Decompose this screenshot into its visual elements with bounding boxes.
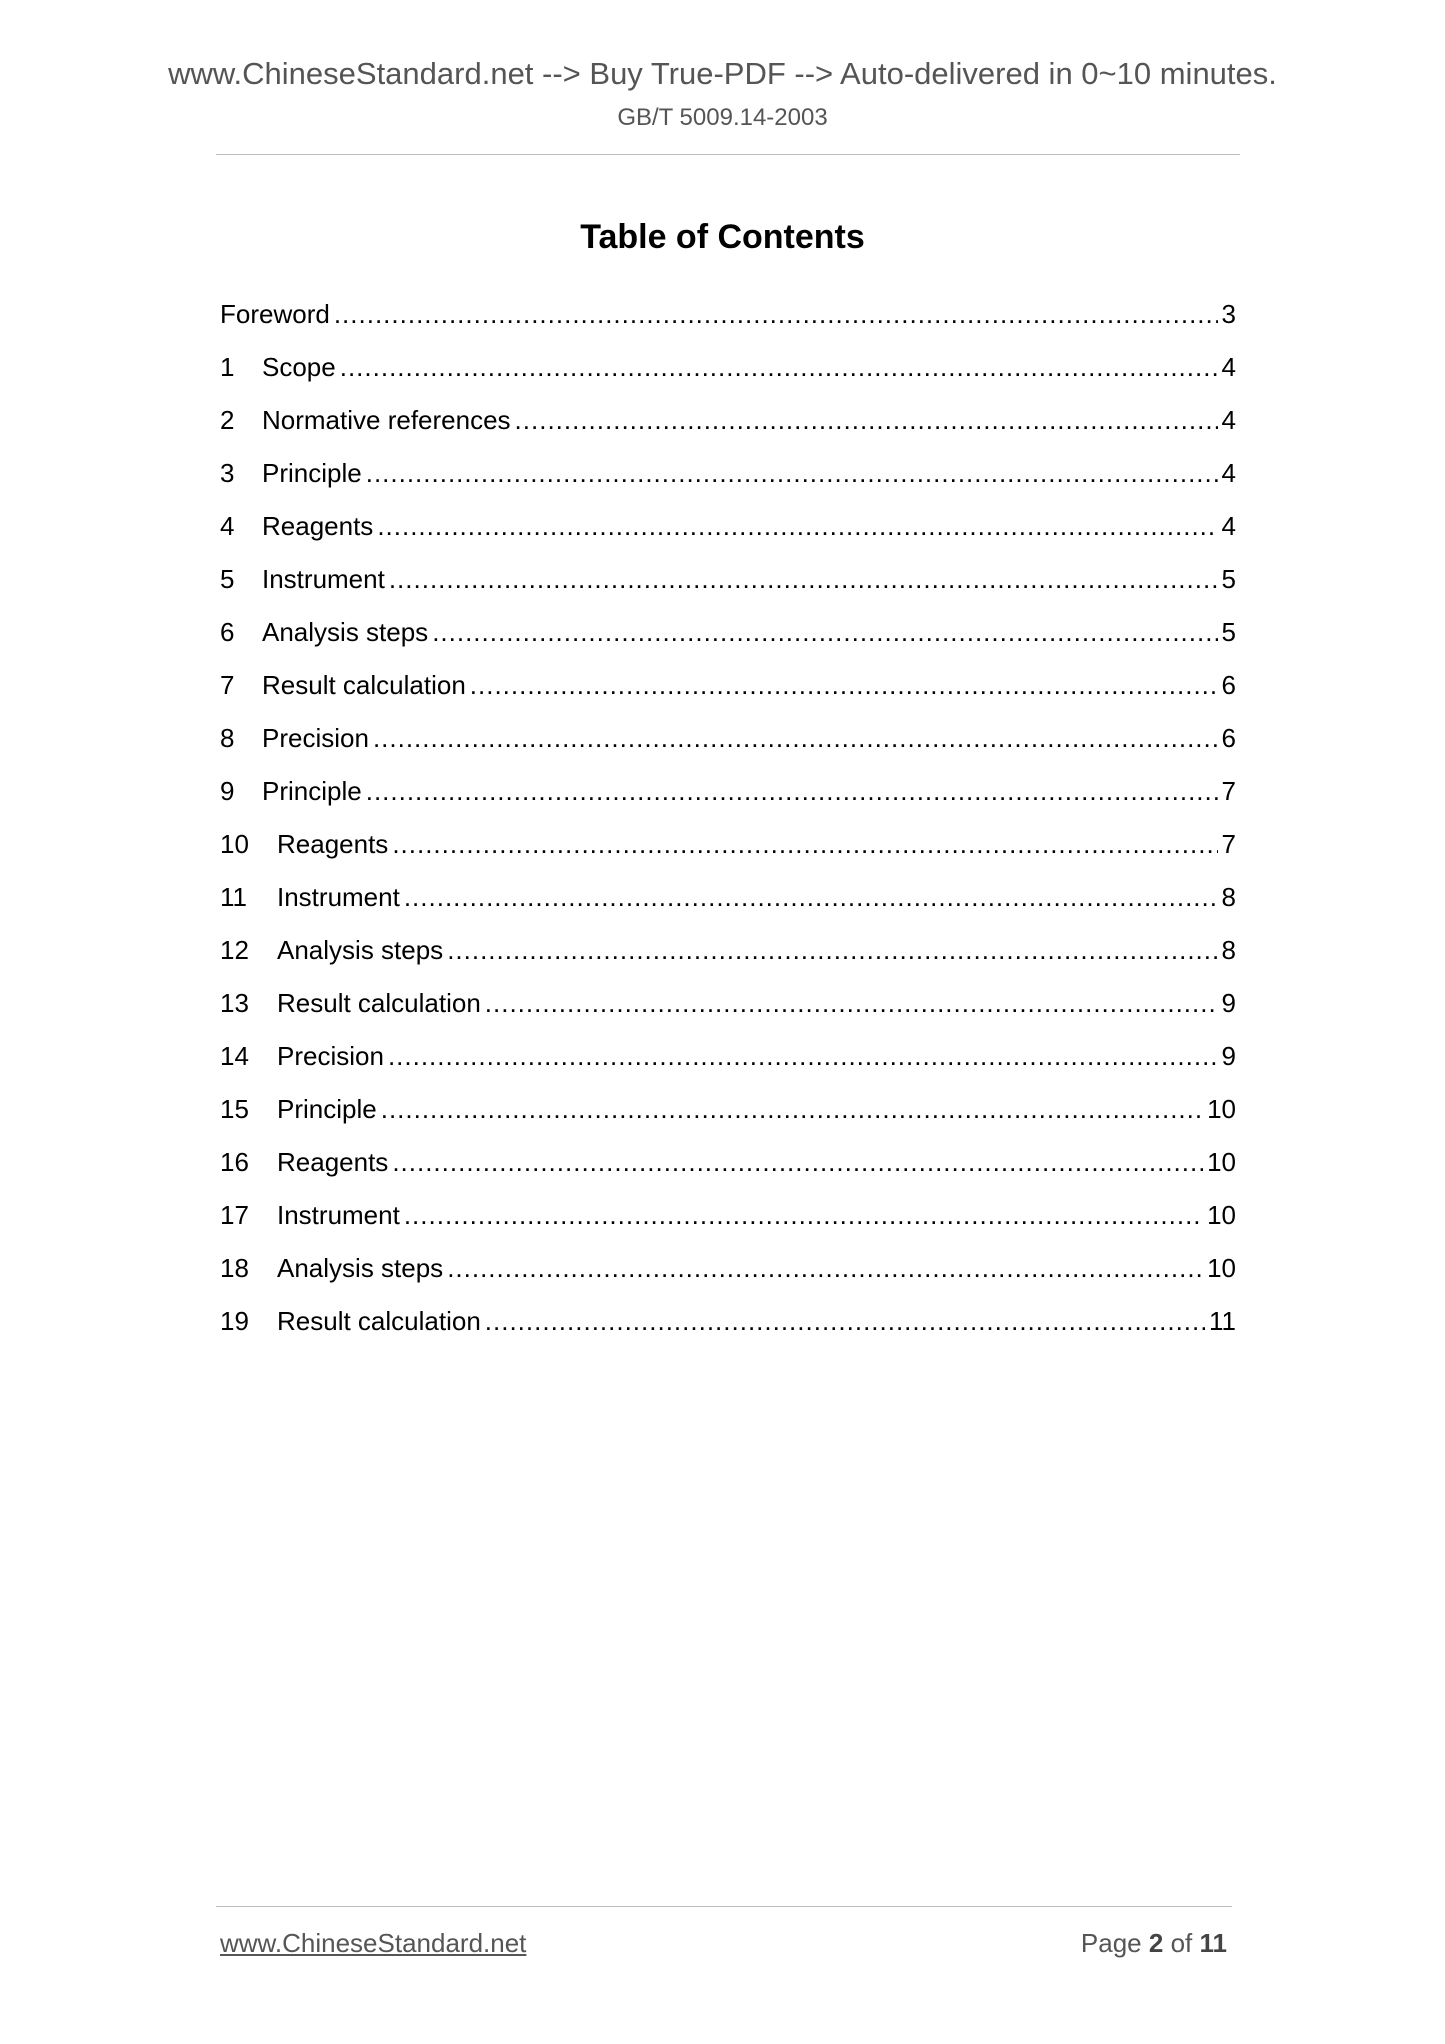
toc-entry-label: Reagents <box>262 511 374 541</box>
toc-entry-analysis-steps[interactable] <box>220 1248 1236 1301</box>
toc-entry-page: 5 <box>1221 564 1236 594</box>
toc-entry-principle[interactable] <box>220 453 1236 506</box>
toc-entry-label: Analysis steps <box>277 935 444 965</box>
toc-entry-reagents[interactable] <box>220 824 1236 877</box>
toc-entry-analysis-steps[interactable] <box>220 930 1236 983</box>
toc-entry-number: 6 <box>220 617 235 647</box>
toc-entry-label: Foreword <box>220 299 330 329</box>
toc-entry-analysis-steps[interactable] <box>220 612 1236 665</box>
page-number <box>1081 1928 1227 1959</box>
toc-entry-label: Instrument <box>277 882 400 912</box>
page-prefix: Page <box>1080 1928 1142 1958</box>
current-page: 2 <box>1148 1928 1164 1958</box>
toc-leader-dots <box>388 1036 1218 1076</box>
header-banner: www.ChineseStandard.net --> Buy True-PDF --> Auto-delivered in 0~10 minutes. <box>168 56 1277 91</box>
toc-entry-reagents[interactable] <box>220 506 1236 559</box>
toc-leader-dots <box>485 1301 1205 1341</box>
toc-entry-label: Scope <box>262 352 336 382</box>
toc-entry-page: 11 <box>1209 1306 1236 1336</box>
toc-entry-page: 8 <box>1221 882 1236 912</box>
toc-entry-precision[interactable] <box>220 1036 1236 1089</box>
toc-entry-foreword[interactable] <box>220 294 1236 347</box>
toc-entry-page: 6 <box>1221 670 1236 700</box>
footer-site-link[interactable]: www.ChineseStandard.net <box>220 1928 527 1958</box>
toc-entry-number: 10 <box>220 829 249 859</box>
toc-leader-dots <box>392 824 1217 864</box>
toc-entry-instrument[interactable] <box>220 1195 1236 1248</box>
toc-leader-dots <box>515 400 1218 440</box>
standard-code: GB/T 5009.14-2003 <box>617 104 828 131</box>
toc-entry-page: 10 <box>1207 1253 1236 1283</box>
toc-entry-precision[interactable] <box>220 718 1236 771</box>
toc-entry-number: 11 <box>220 882 247 912</box>
toc-entry-number: 19 <box>220 1306 249 1336</box>
toc-entry-number: 9 <box>220 776 235 806</box>
toc-entry-number: 12 <box>220 935 249 965</box>
toc-leader-dots <box>373 718 1218 758</box>
toc-entry-label: Reagents <box>277 1147 389 1177</box>
toc-leader-dots <box>392 1142 1203 1182</box>
toc-entry-page: 10 <box>1207 1094 1236 1124</box>
toc-entry-result-calculation[interactable] <box>220 983 1236 1036</box>
toc-entry-page: 4 <box>1221 352 1236 382</box>
toc-leader-dots <box>485 983 1218 1023</box>
toc-list <box>220 294 1236 1354</box>
toc-entry-page: 4 <box>1221 511 1236 541</box>
toc-entry-number: 17 <box>220 1200 249 1230</box>
toc-entry-number: 2 <box>220 405 235 435</box>
toc-entry-page: 8 <box>1221 935 1236 965</box>
toc-entry-number: 15 <box>220 1094 249 1124</box>
toc-leader-dots <box>381 1089 1203 1129</box>
footer-divider <box>216 1906 1232 1907</box>
toc-leader-dots <box>334 294 1218 334</box>
toc-entry-result-calculation[interactable] <box>220 665 1236 718</box>
toc-entry-number: 7 <box>220 670 235 700</box>
total-pages: 11 <box>1199 1928 1227 1958</box>
toc-leader-dots <box>447 1248 1203 1288</box>
toc-entry-label: Principle <box>262 776 362 806</box>
toc-entry-page: 5 <box>1221 617 1236 647</box>
toc-leader-dots <box>340 347 1218 387</box>
toc-entry-result-calculation[interactable] <box>220 1301 1236 1354</box>
toc-entry-label: Analysis steps <box>262 617 429 647</box>
toc-leader-dots <box>377 506 1217 546</box>
toc-entry-label: Reagents <box>277 829 389 859</box>
toc-entry-number: 18 <box>220 1253 249 1283</box>
toc-entry-number: 16 <box>220 1147 249 1177</box>
toc-entry-label: Principle <box>277 1094 377 1124</box>
toc-entry-scope[interactable] <box>220 347 1236 400</box>
toc-entry-label: Result calculation <box>277 1306 481 1336</box>
toc-entry-number: 1 <box>220 352 235 382</box>
toc-entry-principle[interactable] <box>220 771 1236 824</box>
toc-entry-label: Instrument <box>262 564 385 594</box>
page-of: of <box>1170 1928 1193 1958</box>
toc-entry-number: 13 <box>220 988 249 1018</box>
toc-entry-number: 14 <box>220 1041 249 1071</box>
toc-entry-page: 4 <box>1221 458 1236 488</box>
toc-entry-page: 7 <box>1221 829 1236 859</box>
toc-entry-page: 9 <box>1221 1041 1236 1071</box>
toc-entry-label: Result calculation <box>277 988 481 1018</box>
toc-leader-dots <box>470 665 1218 705</box>
toc-entry-page: 7 <box>1221 776 1236 806</box>
toc-entry-label: Principle <box>262 458 362 488</box>
toc-entry-instrument[interactable] <box>220 559 1236 612</box>
toc-entry-page: 9 <box>1221 988 1236 1018</box>
toc-entry-label: Precision <box>262 723 369 753</box>
toc-entry-number: 8 <box>220 723 235 753</box>
toc-entry-page: 6 <box>1221 723 1236 753</box>
toc-leader-dots <box>404 1195 1203 1235</box>
toc-leader-dots <box>447 930 1217 970</box>
toc-entry-label: Result calculation <box>262 670 466 700</box>
toc-leader-dots <box>366 453 1218 493</box>
toc-entry-principle[interactable] <box>220 1089 1236 1142</box>
toc-entry-normative-references[interactable] <box>220 400 1236 453</box>
toc-entry-reagents[interactable] <box>220 1142 1236 1195</box>
toc-leader-dots <box>366 771 1218 811</box>
toc-entry-label: Precision <box>277 1041 384 1071</box>
toc-entry-label: Instrument <box>277 1200 400 1230</box>
toc-entry-page: 3 <box>1221 299 1236 329</box>
toc-entry-page: 10 <box>1207 1200 1236 1230</box>
toc-entry-page: 10 <box>1207 1147 1236 1177</box>
header-divider <box>216 154 1240 155</box>
toc-entry-label: Analysis steps <box>277 1253 444 1283</box>
toc-entry-number: 5 <box>220 564 235 594</box>
toc-entry-number: 4 <box>220 511 235 541</box>
toc-leader-dots <box>432 612 1217 652</box>
toc-entry-page: 4 <box>1221 405 1236 435</box>
toc-leader-dots <box>404 877 1218 917</box>
toc-leader-dots <box>389 559 1218 599</box>
toc-entry-instrument[interactable] <box>220 877 1236 930</box>
toc-entry-number: 3 <box>220 458 235 488</box>
toc-title: Table of Contents <box>580 218 865 256</box>
toc-entry-label: Normative references <box>262 405 511 435</box>
